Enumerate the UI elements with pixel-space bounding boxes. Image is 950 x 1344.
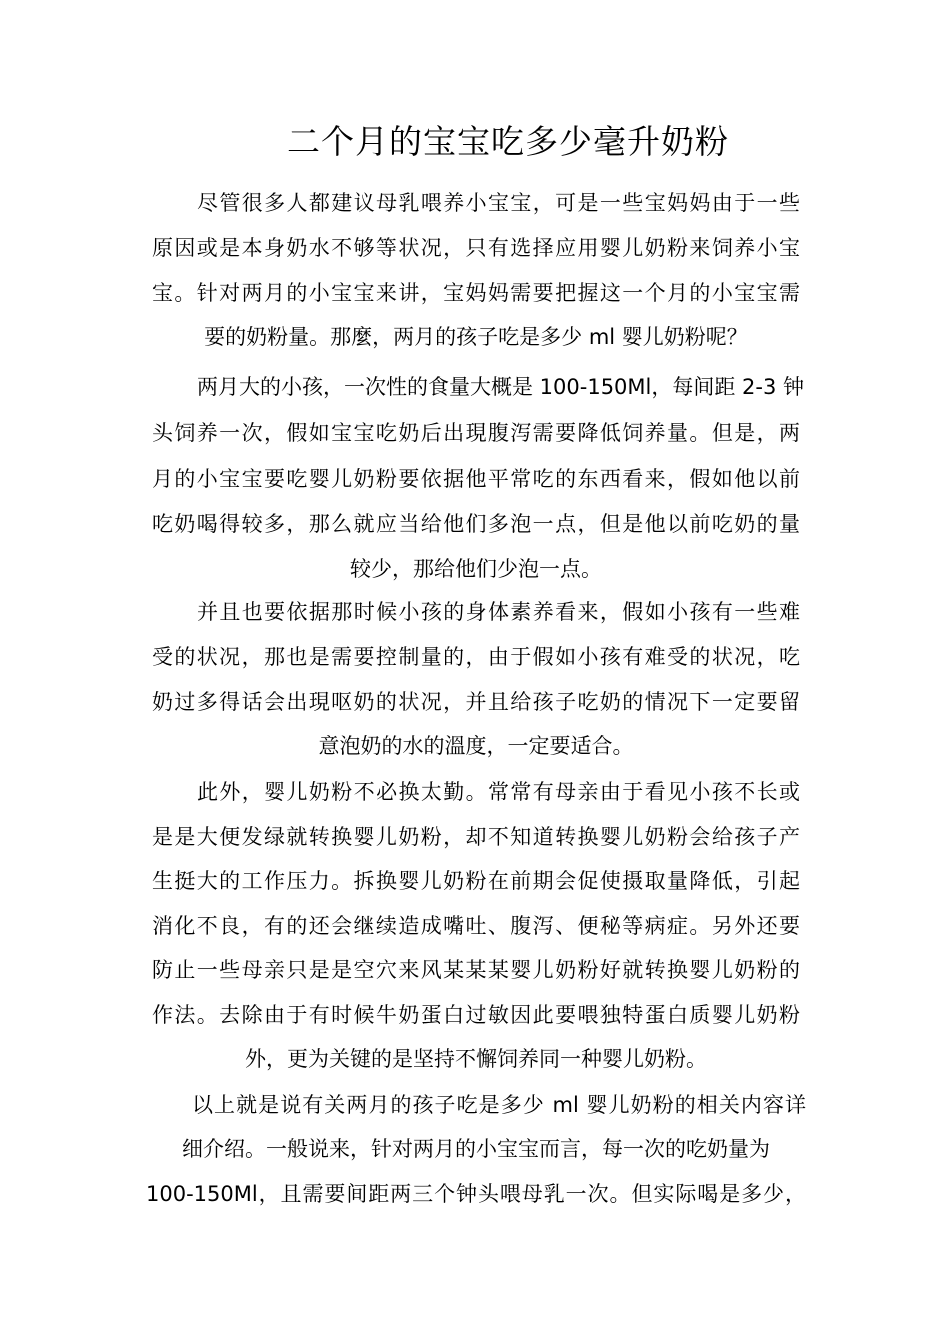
paragraph-line: 较少，那给他们少泡一点。	[350, 557, 602, 581]
document-title: 二个月的宝宝吃多少毫升奶粉	[287, 122, 729, 161]
paragraph-line: 原因或是本身奶水不够等状况，只有选择应用婴儿奶粉来饲养小宝	[152, 236, 800, 260]
paragraph-line: 作法。去除由于有时候牛奶蛋白过敏因此要喂独特蛋白质婴儿奶粉	[152, 1003, 800, 1027]
paragraph-line: 是是大便发绿就转换婴儿奶粉，却不知道转换婴儿奶粉会给孩子产	[152, 825, 800, 849]
paragraph-line: 此外，婴儿奶粉不必换太勤。常常有母亲由于看见小孩不长或	[197, 780, 800, 804]
paragraph-line: 头饲养一次，假如宝宝吃奶后出現腹泻需要降低饲养量。但是，两	[152, 421, 800, 445]
paragraph-line: 月的小宝宝要吃婴儿奶粉要依据他平常吃的东西看来，假如他以前	[152, 467, 800, 491]
paragraph-line: 并且也要依据那时候小孩的身体素养看来，假如小孩有一些难	[197, 600, 800, 624]
paragraph-line: 防止一些母亲只是是空穴来风某某某婴儿奶粉好就转换婴儿奶粉的	[152, 958, 800, 982]
paragraph-line: 消化不良，有的还会继续造成嘴吐、腹泻、便秘等病症。另外还要	[152, 914, 800, 938]
paragraph-line: 两月大的小孩，一次性的食量大概是 100-150Ml，每间距 2-3 钟	[197, 375, 805, 399]
paragraph-line: 受的状况，那也是需要控制量的，由于假如小孩有难受的状况，吃	[152, 645, 800, 669]
paragraph-line: 宝。针对两月的小宝宝来讲，宝妈妈需要把握这一个月的小宝宝需	[152, 281, 800, 305]
paragraph-line: 奶过多得话会出現呕奶的状况，并且给孩子吃奶的情况下一定要留	[152, 690, 800, 714]
paragraph-line: 尽管很多人都建议母乳喂养小宝宝，可是一些宝妈妈由于一些	[197, 191, 800, 215]
paragraph-line: 外，更为关键的是坚持不懈饲养同一种婴儿奶粉。	[245, 1047, 707, 1071]
paragraph-line: 细介绍。一般说来，针对两月的小宝宝而言，每一次的吃奶量为	[182, 1137, 770, 1161]
paragraph-line: 要的奶粉量。那麼，两月的孩子吃是多少 ml 婴儿奶粉呢？	[204, 325, 748, 349]
paragraph-line: 以上就是说有关两月的孩子吃是多少 ml 婴儿奶粉的相关内容详	[192, 1093, 806, 1117]
paragraph-line: 100-150Ml，且需要间距两三个钟头喂母乳一次。但实际喝是多少，	[146, 1182, 806, 1206]
paragraph-line: 意泡奶的水的溫度，一定要适合。	[318, 734, 634, 758]
paragraph-line: 吃奶喝得较多，那么就应当给他们多泡一点，但是他以前吃奶的量	[152, 512, 800, 536]
paragraph-line: 生挺大的工作压力。拆换婴儿奶粉在前期会促使摄取量降低，引起	[152, 869, 800, 893]
